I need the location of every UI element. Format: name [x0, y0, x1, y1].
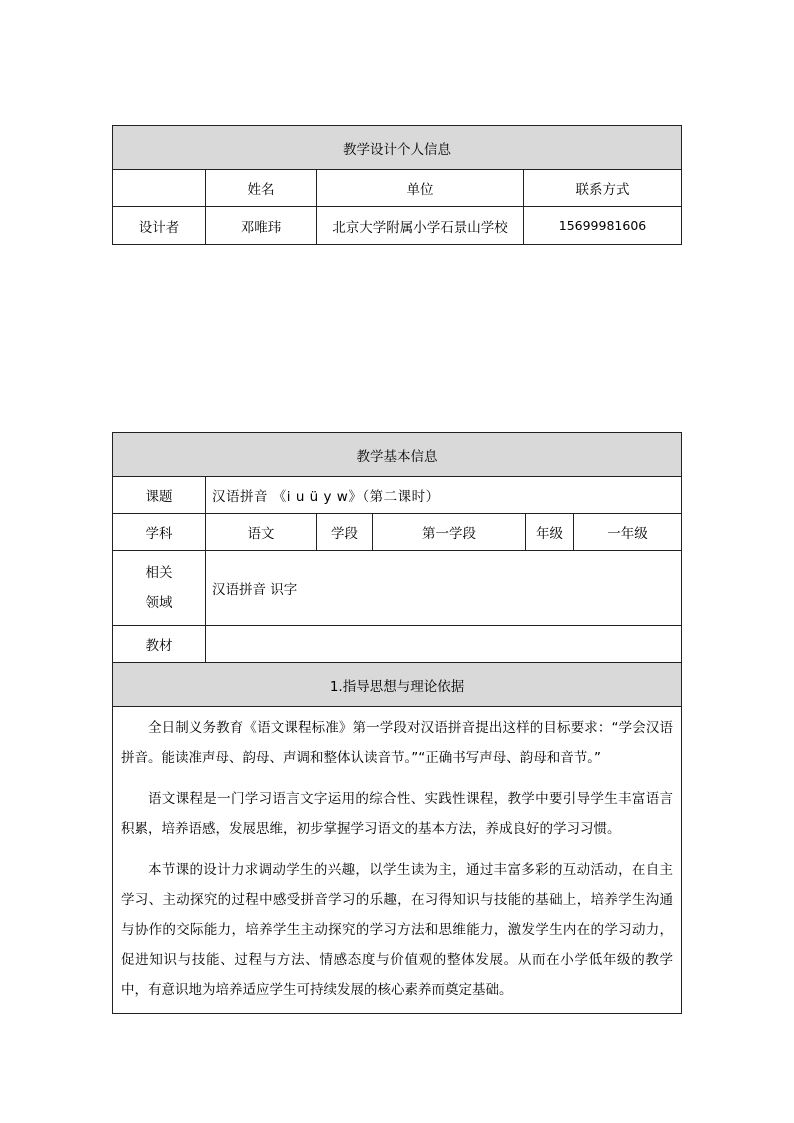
- name-header: 姓名: [206, 170, 317, 207]
- material-value: [206, 626, 682, 663]
- designer-contact: 15699981606: [524, 207, 682, 245]
- designer-name: 邓唯玮: [206, 207, 317, 245]
- lesson-value: 汉语拼音 《i u ü y w》（第二课时）: [206, 477, 682, 514]
- personal-info-title: 教学设计个人信息: [113, 126, 682, 170]
- basic-info-title: 教学基本信息: [113, 433, 682, 477]
- grade-label: 年级: [526, 514, 574, 551]
- basic-info-table: [112, 432, 682, 1014]
- empty-header-cell: [113, 170, 206, 207]
- material-label: 教材: [113, 626, 206, 663]
- grade-value: 一年级: [574, 514, 682, 551]
- paragraph-1: 全日制义务教育《语文课程标准》第一学段对汉语拼音提出这样的目标要求：“学会汉语拼音。能读准声母、韵母、声调和整体认读音节。”“正确书写声母、韵母和音节。”: [121, 720, 674, 766]
- unit-header: 单位: [317, 170, 524, 207]
- section-title: 1.指导思想与理论依据: [113, 663, 682, 707]
- designer-label: 设计者: [113, 207, 206, 245]
- personal-info-table: [112, 125, 682, 245]
- field-label-line-2: 领域: [145, 595, 173, 611]
- section-body: [113, 707, 682, 1014]
- paragraph-2: 语文课程是一门学习语言文字运用的综合性、实践性课程，教学中要引导学生丰富语言积累，培养语感，发展思维，初步掌握学习语文的基本方法，养成良好的学习习惯。: [121, 791, 674, 837]
- field-value: 汉语拼音 识字: [206, 551, 682, 626]
- field-label-line-1: 相关: [145, 565, 173, 581]
- paragraph-3: 本节课的设计力求调动学生的兴趣，以学生读为主，通过丰富多彩的互动活动，在自主学习、主动探究的过程中感受拼音学习的乐趣，在习得知识与技能的基础上，培养学生沟通与协作的交际能力，培养学生主动探究的学习方法和思维能力，激发学生内在的学习动力，促进知识与技能、过程与方法、情感态度与价值观的整体发展。从而在小学低年级的教学中，有意识地为培养适应学生可持续发展的核心素养而奠定基础。: [121, 862, 674, 998]
- field-label: [113, 551, 206, 626]
- subject-label: 学科: [113, 514, 206, 551]
- contact-header: 联系方式: [524, 170, 682, 207]
- subject-value: 语文: [206, 514, 317, 551]
- designer-unit: 北京大学附属小学石景山学校: [317, 207, 524, 245]
- stage-value: 第一学段: [373, 514, 526, 551]
- lesson-label: 课题: [113, 477, 206, 514]
- stage-label: 学段: [317, 514, 373, 551]
